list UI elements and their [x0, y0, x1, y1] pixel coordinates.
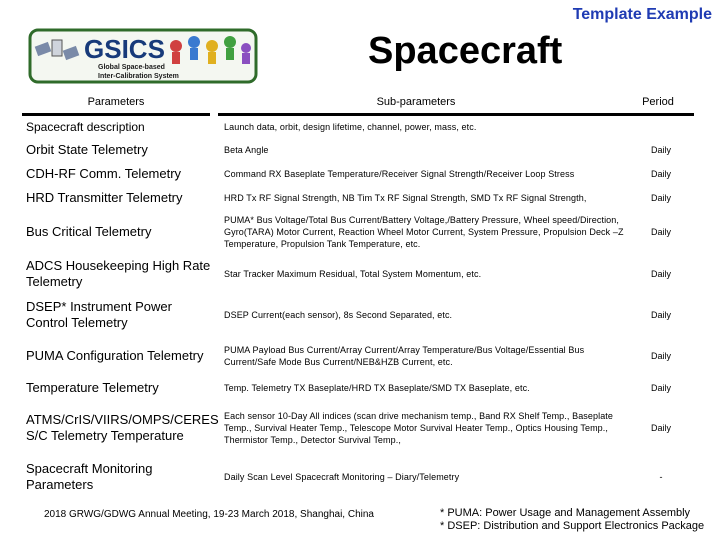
table-row	[22, 140, 694, 160]
table-row	[22, 378, 694, 398]
parameter-cell: Spacecraft Monitoring Parameters	[26, 461, 153, 492]
table-row	[22, 212, 694, 252]
parameter-cell: ATMS/CrIS/VIIRS/OMPS/CERES S/C Telemetry Temperature	[26, 412, 219, 443]
table-row	[22, 458, 694, 496]
table-row	[22, 402, 694, 454]
parameter-cell: CDH-RF Comm. Telemetry	[26, 166, 182, 181]
period-cell: Daily	[650, 351, 671, 361]
sub-parameter-cell: PUMA Payload Bus Current/Array Current/Array Temperature/Bus Voltage/Essential Bus Current/Safe Mode Bus Current/NEB&HZB Current, etc.	[224, 345, 585, 367]
sub-parameter-cell: Launch data, orbit, design lifetime, channel, power, mass, etc.	[224, 122, 477, 132]
period-cell: Daily	[650, 310, 671, 320]
period-cell: Daily	[650, 227, 671, 237]
header-rule-right	[218, 113, 694, 116]
logo-tagline-2: Inter-Calibration System	[98, 73, 179, 80]
table-row	[22, 338, 694, 374]
parameter-cell: ADCS Housekeeping High Rate Telemetry	[26, 258, 211, 289]
period-cell: Daily	[650, 423, 671, 433]
spacecraft-parameters-table	[22, 92, 694, 492]
header-rule-left	[22, 113, 210, 116]
gsics-logo	[28, 28, 258, 84]
meeting-footer: 2018 GRWG/GDWG Annual Meeting, 19-23 March 2018, Shanghai, China	[44, 509, 374, 520]
table-row	[22, 118, 694, 136]
logo-tagline-1: Global Space-based	[98, 64, 165, 71]
sub-parameter-cell: Command RX Baseplate Temperature/Receiver Signal Strength/Receiver Loop Stress	[224, 169, 575, 179]
table-row	[22, 256, 694, 292]
period-cell: Daily	[650, 269, 671, 279]
period-cell: Daily	[650, 145, 671, 155]
period-cell: Daily	[650, 383, 671, 393]
sub-parameter-cell: Temp. Telemetry TX Baseplate/HRD TX Baseplate/SMD TX Baseplate, etc.	[224, 383, 530, 393]
sub-parameter-cell: Star Tracker Maximum Residual, Total System Momentum, etc.	[224, 269, 482, 279]
sub-parameter-cell: Each sensor 10-Day All indices (scan drive mechanism temp., Band RX Shelf Temp., Baseplate Temp., Survival Heater Temp., Telescope Motor Survival Heater Temp., Optics Housing Temp., Thermistor Temp., Detector Survival Temp.,	[224, 411, 614, 445]
column-header-sub-parameters: Sub-parameters	[376, 96, 456, 108]
period-cell: Daily	[650, 169, 671, 179]
sub-parameter-cell: HRD Tx RF Signal Strength, NB Tim Tx RF Signal Strength, SMD Tx RF Signal Strength,	[224, 193, 587, 203]
table-row	[22, 188, 694, 208]
logo-wordmark: GSICS	[84, 34, 165, 64]
template-label: Template Example	[572, 6, 712, 23]
table-row	[22, 164, 694, 184]
parameter-cell: DSEP* Instrument Power Control Telemetry	[26, 299, 172, 330]
sub-parameter-cell: DSEP Current(each sensor), 8s Second Separated, etc.	[224, 310, 453, 320]
note-puma: * PUMA: Power Usage and Management Assembly	[440, 507, 691, 519]
sub-parameter-cell: PUMA* Bus Voltage/Total Bus Current/Battery Voltage,/Battery Pressure, Wheel speed/Direction, Gyro(TARA) Motor Current, Reaction Wheel Motor Current, System Pressure, Propulsion Deck –Z Temperature, Propulsion Tank Temperature, etc.	[224, 215, 624, 249]
parameter-cell: HRD Transmitter Telemetry	[26, 190, 183, 205]
table-row	[22, 297, 694, 333]
sub-parameter-cell: Daily Scan Level Spacecraft Monitoring – Diary/Telemetry	[224, 472, 460, 482]
column-header-period: Period	[642, 96, 674, 108]
note-dsep: * DSEP: Distribution and Support Electronics Package	[440, 520, 705, 532]
sub-parameter-cell: Beta Angle	[224, 145, 269, 155]
slide-title: Spacecraft	[368, 30, 563, 72]
column-header-parameters: Parameters	[87, 96, 145, 108]
table-header	[22, 92, 694, 114]
acronym-notes	[440, 507, 704, 533]
parameter-cell: Temperature Telemetry	[26, 380, 159, 395]
period-cell: Daily	[650, 193, 671, 203]
parameter-cell: Bus Critical Telemetry	[26, 224, 152, 239]
period-cell: -	[659, 472, 663, 482]
parameter-cell: Spacecraft description	[26, 120, 145, 134]
parameter-cell: Orbit State Telemetry	[26, 142, 148, 157]
parameter-cell: PUMA Configuration Telemetry	[26, 348, 204, 363]
